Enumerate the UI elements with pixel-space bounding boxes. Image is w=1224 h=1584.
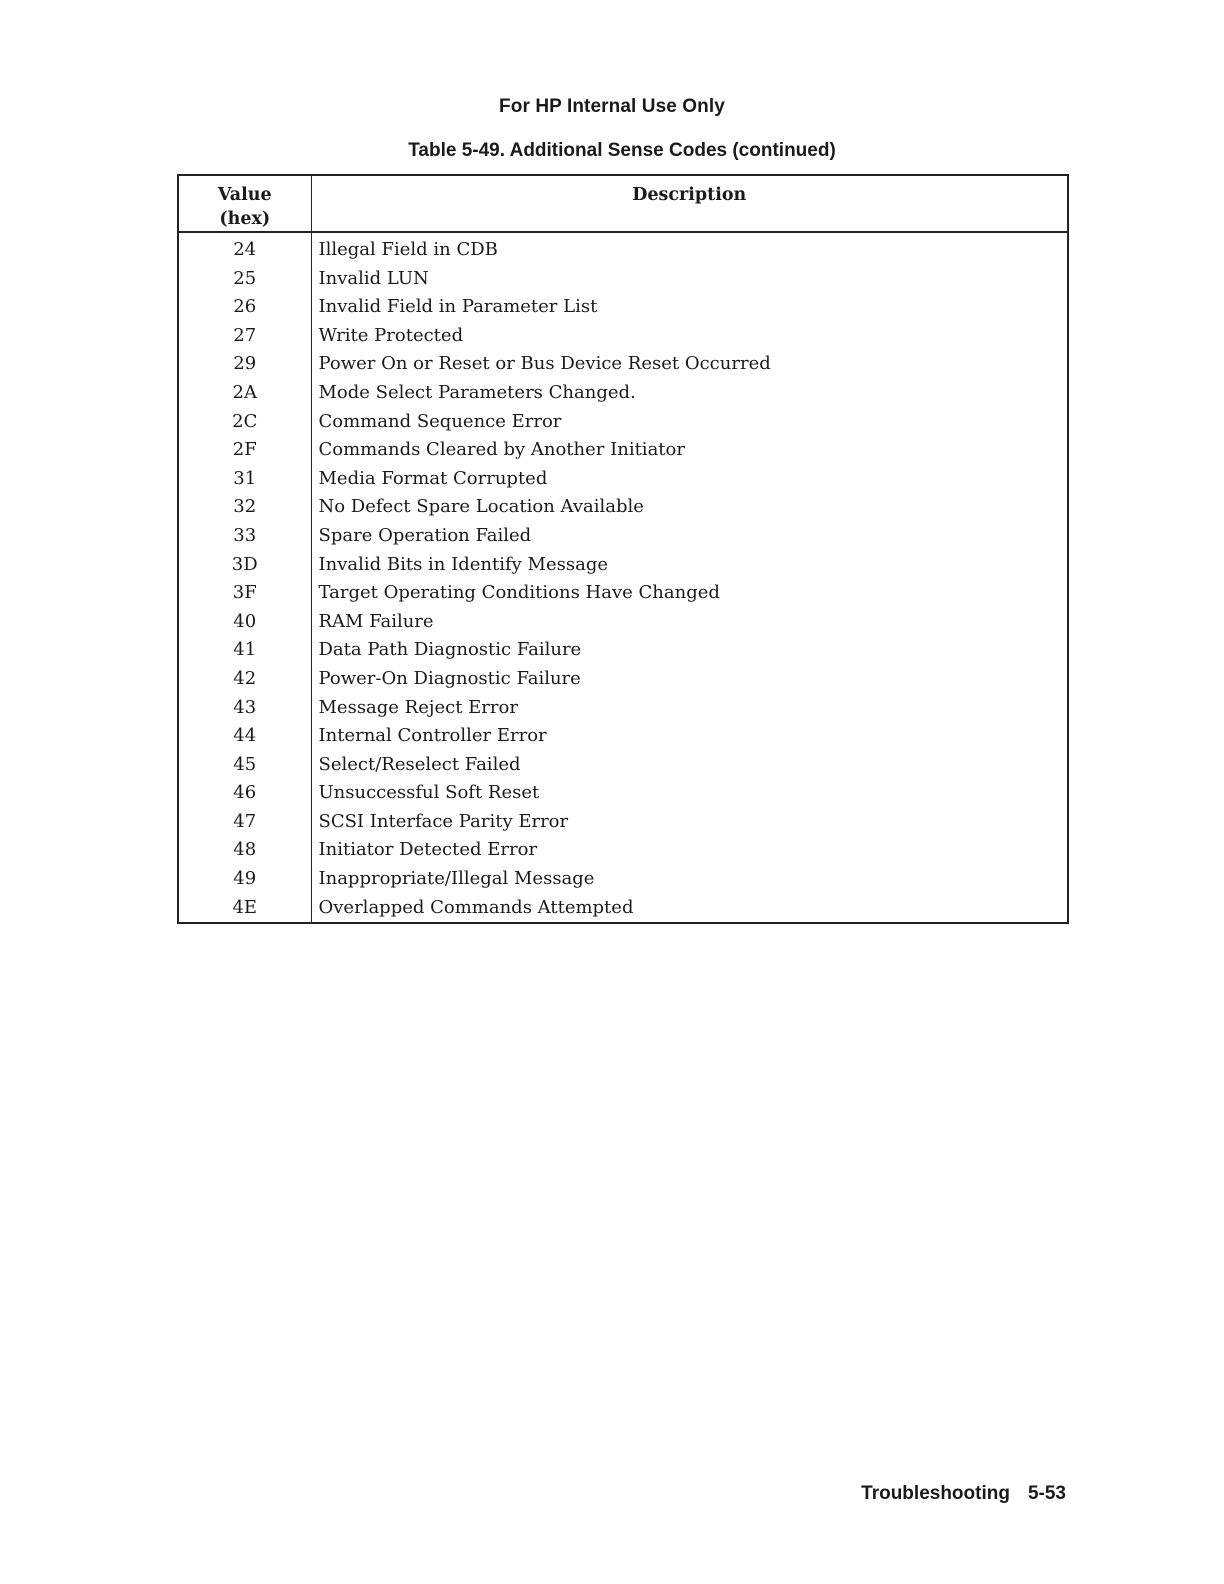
cell-description: Internal Controller Error — [318, 725, 547, 747]
cell-hex-value: 43 — [178, 694, 311, 723]
cell-hex-value: 32 — [178, 493, 311, 522]
table-row — [178, 293, 1068, 322]
table-row — [178, 665, 1068, 694]
table-header-row — [178, 175, 1068, 232]
cell-description: Write Protected — [318, 324, 464, 346]
table-row — [178, 694, 1068, 723]
table-row — [178, 751, 1068, 780]
cell-description: Invalid Bits in Identify Message — [318, 553, 608, 575]
sense-codes-table — [177, 174, 1069, 924]
cell-hex-value: 24 — [178, 232, 311, 265]
cell-hex-value: 25 — [178, 265, 311, 294]
cell-description: SCSI Interface Parity Error — [318, 810, 569, 832]
cell-description: Target Operating Conditions Have Changed — [318, 582, 720, 604]
cell-description: No Defect Spare Location Available — [318, 496, 644, 518]
cell-description: Command Sequence Error — [318, 410, 562, 432]
table-row — [178, 579, 1068, 608]
cell-description: Media Format Corrupted — [318, 467, 548, 489]
cell-description: Power-On Diagnostic Failure — [318, 667, 581, 689]
cell-hex-value: 47 — [178, 808, 311, 837]
table-row — [178, 265, 1068, 294]
cell-hex-value: 31 — [178, 465, 311, 494]
cell-description: Spare Operation Failed — [318, 524, 532, 546]
cell-hex-value: 33 — [178, 522, 311, 551]
cell-description: Initiator Detected Error — [318, 839, 538, 861]
table-row — [178, 836, 1068, 865]
cell-description: RAM Failure — [318, 610, 434, 632]
table-row — [178, 465, 1068, 494]
cell-hex-value: 4E — [178, 894, 311, 924]
cell-hex-value: 26 — [178, 293, 311, 322]
table-row — [178, 436, 1068, 465]
cell-description: Power On or Reset or Bus Device Reset Occurred — [318, 353, 771, 375]
table-row — [178, 551, 1068, 580]
cell-description: Invalid LUN — [318, 267, 429, 289]
cell-hex-value: 3D — [178, 551, 311, 580]
table-row — [178, 608, 1068, 637]
cell-hex-value: 3F — [178, 579, 311, 608]
table-row — [178, 322, 1068, 351]
table-row — [178, 894, 1068, 924]
table-body — [178, 232, 1068, 923]
page-header-notice: For HP Internal Use Only — [499, 96, 725, 117]
table-row — [178, 522, 1068, 551]
cell-description: Message Reject Error — [318, 696, 518, 718]
cell-hex-value: 48 — [178, 836, 311, 865]
cell-hex-value: 49 — [178, 865, 311, 894]
cell-hex-value: 29 — [178, 350, 311, 379]
table-row — [178, 232, 1068, 265]
cell-description: Select/Reselect Failed — [318, 753, 521, 775]
table-caption: Table 5-49. Additional Sense Codes (continued) — [408, 140, 836, 161]
footer-page-number: 5-53 — [1027, 1483, 1066, 1504]
cell-description: Inappropriate/Illegal Message — [318, 868, 595, 890]
table-row — [178, 636, 1068, 665]
cell-hex-value: 42 — [178, 665, 311, 694]
cell-hex-value: 45 — [178, 751, 311, 780]
table-row — [178, 379, 1068, 408]
cell-description: Illegal Field in CDB — [318, 239, 498, 260]
column-header-value-line2: (hex) — [219, 209, 271, 229]
table-row — [178, 408, 1068, 437]
table-row — [178, 350, 1068, 379]
cell-description: Invalid Field in Parameter List — [318, 296, 598, 318]
column-header-value-line1: Value — [217, 185, 272, 205]
cell-description: Commands Cleared by Another Initiator — [318, 439, 685, 461]
cell-description: Mode Select Parameters Changed. — [318, 381, 636, 403]
table-row — [178, 493, 1068, 522]
cell-hex-value: 40 — [178, 608, 311, 637]
footer-section-title: Troubleshooting — [861, 1483, 1010, 1504]
table-row — [178, 865, 1068, 894]
cell-hex-value: 41 — [178, 636, 311, 665]
table-row — [178, 779, 1068, 808]
cell-description: Data Path Diagnostic Failure — [318, 639, 582, 661]
cell-hex-value: 27 — [178, 322, 311, 351]
cell-hex-value: 2A — [178, 379, 311, 408]
cell-hex-value: 2F — [178, 436, 311, 465]
table-row — [178, 722, 1068, 751]
table-row — [178, 808, 1068, 837]
cell-hex-value: 2C — [178, 408, 311, 437]
cell-description: Overlapped Commands Attempted — [318, 896, 634, 918]
cell-hex-value: 46 — [178, 779, 311, 808]
cell-hex-value: 44 — [178, 722, 311, 751]
cell-description: Unsuccessful Soft Reset — [318, 782, 540, 804]
page-footer — [861, 1483, 1066, 1505]
column-header-description: Description — [311, 175, 1068, 232]
column-header-value — [178, 175, 311, 232]
